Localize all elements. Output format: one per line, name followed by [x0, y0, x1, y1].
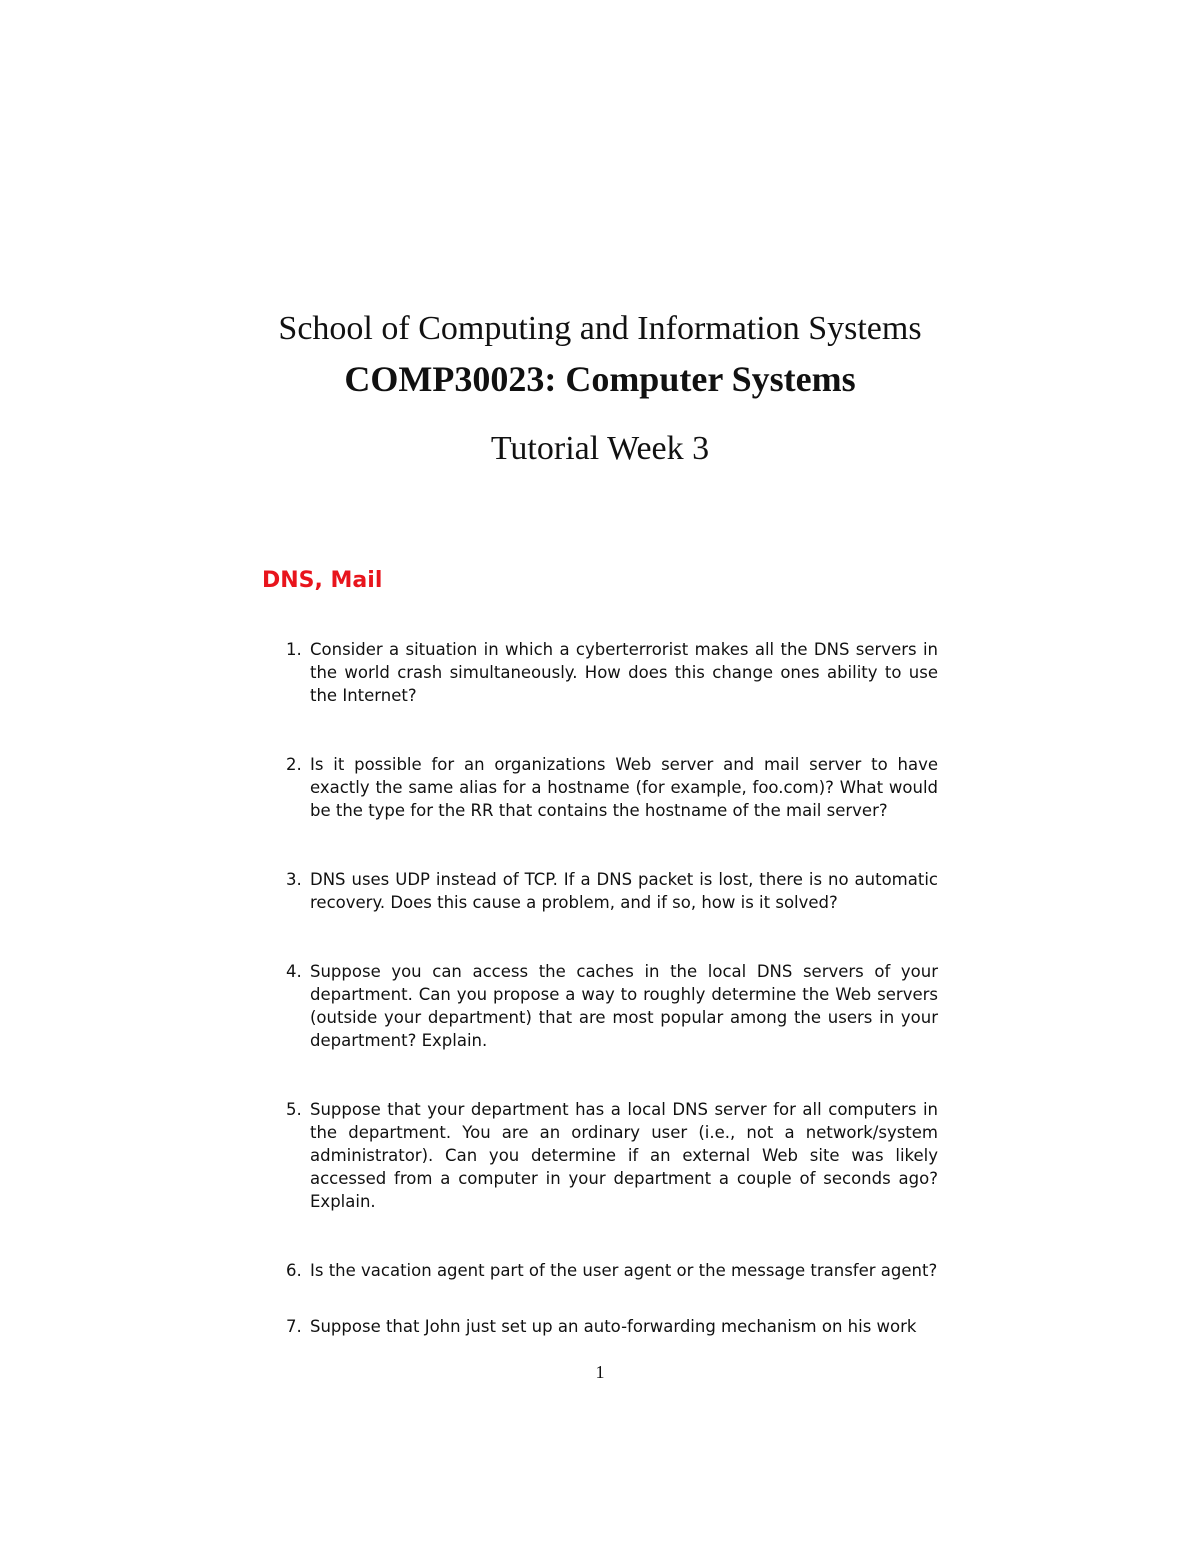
question-number: 5.	[286, 1100, 302, 1119]
question-number: 7.	[286, 1317, 302, 1336]
question-number: 1.	[286, 640, 302, 659]
question-text: Suppose you can access the caches in the local DNS servers of your department. Can you propose a way to roughly determine the Web servers (outside your department) that are most popular among the users in your department? Explain.	[310, 962, 938, 1050]
question-item	[270, 638, 938, 707]
course-title: COMP30023: Computer Systems	[344, 359, 856, 399]
question-item	[270, 1315, 938, 1338]
question-list	[270, 638, 938, 1338]
question-number: 3.	[286, 870, 302, 889]
section-heading: DNS, Mail	[262, 568, 383, 593]
school-name: School of Computing and Information Systems	[278, 310, 922, 347]
page-number: 1	[595, 1362, 605, 1382]
question-item	[270, 1098, 938, 1213]
question-item	[270, 1259, 938, 1282]
question-text: Consider a situation in which a cyberterrorist makes all the DNS servers in the world crash simultaneously. How does this change ones ability to use the Internet?	[310, 640, 938, 705]
question-text: Suppose that your department has a local DNS server for all computers in the department. You are an ordinary user (i.e., not a network/system administrator). Can you determine if an external Web site was likely accessed from a computer in your department a couple of seconds ago? Explain.	[310, 1100, 938, 1211]
question-number: 4.	[286, 962, 302, 981]
question-text: DNS uses UDP instead of TCP. If a DNS packet is lost, there is no automatic recovery. Does this cause a problem, and if so, how is it solved?	[310, 870, 938, 912]
question-text: Is the vacation agent part of the user agent or the message transfer agent?	[310, 1261, 938, 1280]
question-number: 6.	[286, 1261, 302, 1280]
question-text: Suppose that John just set up an auto-forwarding mechanism on his work	[310, 1317, 917, 1336]
question-item	[270, 960, 938, 1052]
question-item	[270, 868, 938, 914]
question-item	[270, 753, 938, 822]
question-text: Is it possible for an organizations Web server and mail server to have exactly the same alias for a hostname (for example, foo.com)? What would be the type for the RR that contains the hostname of the mail server?	[310, 755, 938, 820]
question-number: 2.	[286, 755, 302, 774]
tutorial-title: Tutorial Week 3	[490, 430, 710, 467]
